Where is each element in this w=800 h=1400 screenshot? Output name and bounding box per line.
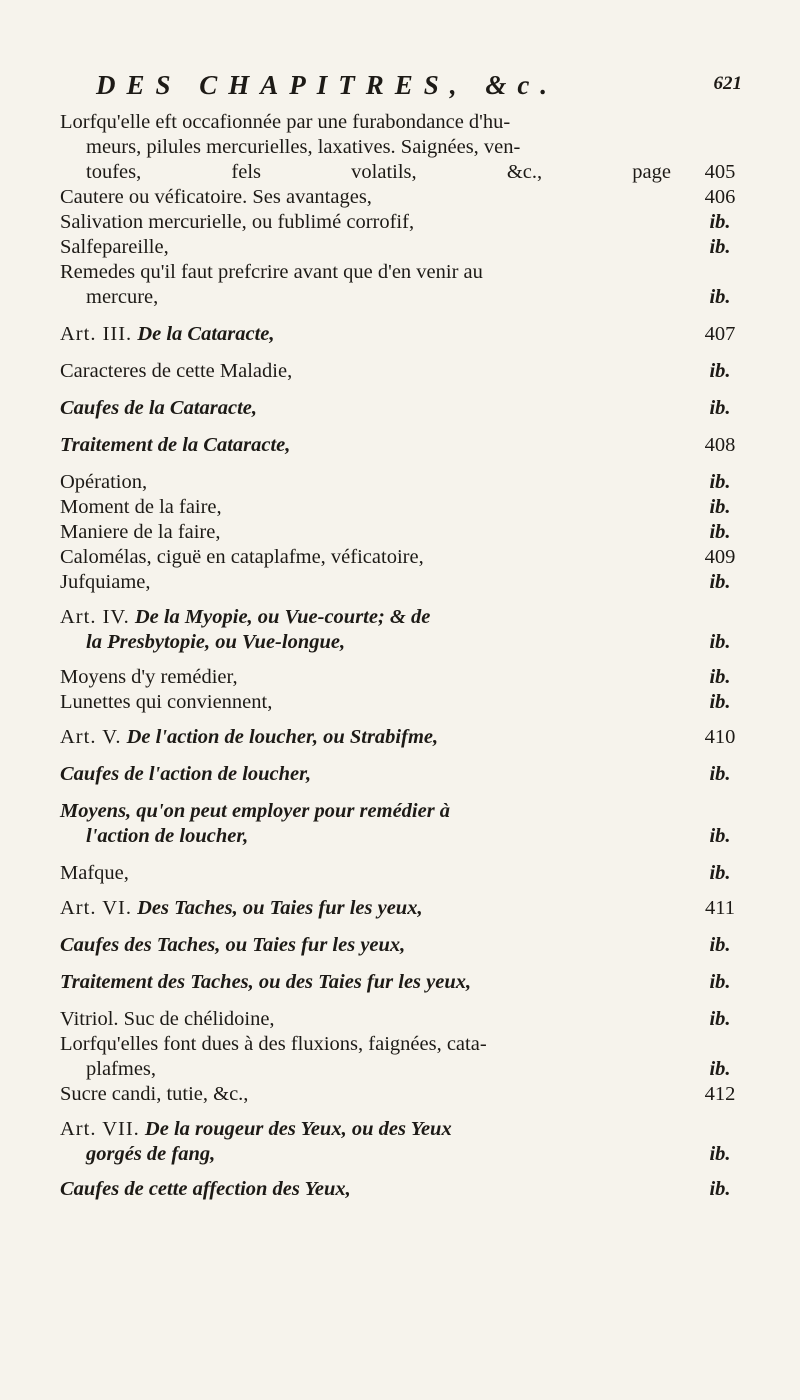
index-entry — [60, 861, 742, 886]
article-title-continued: la Presbytopie, ou Vue-longue, — [86, 631, 346, 653]
index-entry — [60, 520, 742, 545]
entry-page-ref: ib. — [709, 934, 731, 956]
entry-page-ref: ib. — [709, 236, 731, 258]
entry-text: Cautere ou véficatoire. Ses avantages, — [60, 186, 372, 208]
entry-text: Caufes de cette affection des Yeux, — [60, 1178, 351, 1200]
entry-page-ref: ib. — [709, 496, 731, 518]
entry-text: Vitriol. Suc de chélidoine, — [60, 1008, 275, 1030]
article-title-continued: gorgés de fang, — [86, 1143, 216, 1165]
entry-text: Traitement de la Cataracte, — [60, 434, 291, 456]
entry-page-ref: ib. — [709, 862, 731, 884]
entry-page-ref: ib. — [709, 211, 731, 233]
entry-page-ref: ib. — [709, 397, 731, 419]
entry-page-ref: 410 — [704, 726, 736, 748]
entry-text: Moyens, qu'on peut employer pour remédier à — [60, 800, 451, 822]
index-entry — [60, 1032, 742, 1082]
entry-text: Moyens d'y remédier, — [60, 666, 238, 688]
index-entry — [60, 495, 742, 520]
article-number: Art. IV. — [60, 606, 130, 628]
entry-text: meurs, pilules mercurielles, laxatives. Saignées, ven- — [86, 136, 521, 158]
article-entry — [60, 605, 742, 655]
entry-page-ref: ib. — [709, 666, 731, 688]
index-entry — [60, 260, 742, 310]
entry-page-ref: ib. — [709, 286, 731, 308]
entry-text: Moment de la faire, — [60, 496, 222, 518]
entry-text: Caufes de la Cataracte, — [60, 397, 258, 419]
article-entry — [60, 322, 742, 347]
running-header — [96, 70, 742, 110]
article-number: Art. VII. — [60, 1118, 140, 1140]
entry-text: l'action de loucher, — [86, 825, 249, 847]
index-entry — [60, 110, 742, 185]
index-entry — [60, 235, 742, 260]
entry-page-ref: ib. — [709, 471, 731, 493]
article-title: De la rougeur des Yeux, ou des Yeux — [144, 1118, 452, 1140]
index-entry — [60, 570, 742, 595]
entry-page-ref: ib. — [709, 971, 731, 993]
article-number: Art. V. — [60, 726, 122, 748]
entry-text: Opération, — [60, 471, 148, 493]
article-number: Art. VI. — [60, 897, 132, 919]
index-entry — [60, 210, 742, 235]
entry-text: Jufquiame, — [60, 571, 151, 593]
entry-text: Lunettes qui conviennent, — [60, 691, 273, 713]
article-entry — [60, 1117, 742, 1167]
index-entry — [60, 470, 742, 495]
entry-text: plafmes, — [86, 1058, 157, 1080]
entry-page-ref: 409 — [704, 546, 736, 568]
entry-text: Mafque, — [60, 862, 129, 884]
index-entry — [60, 799, 742, 849]
article-title: De l'action de loucher, ou Strabifme, — [126, 726, 439, 748]
entry-text: Salivation mercurielle, ou fublimé corrofif, — [60, 211, 415, 233]
entry-page-ref: ib. — [709, 691, 731, 713]
index-entry — [60, 690, 742, 715]
entry-page-ref: ib. — [709, 521, 731, 543]
entry-text: Maniere de la faire, — [60, 521, 221, 543]
entry-page-ref: ib. — [709, 1143, 731, 1165]
entry-page-ref: 408 — [704, 434, 736, 456]
entry-text: mercure, — [86, 286, 159, 308]
index-entry — [60, 933, 742, 958]
index-entry — [60, 665, 742, 690]
entry-page-ref: ib. — [709, 631, 731, 653]
page-number: 621 — [713, 73, 742, 94]
index-entry — [60, 433, 742, 458]
entry-page-ref: ib. — [709, 571, 731, 593]
index-entry — [60, 185, 742, 210]
index-entry — [60, 762, 742, 787]
article-title: De la Myopie, ou Vue-courte; & de — [134, 606, 431, 628]
entry-text: Caufes des Taches, ou Taies fur les yeux, — [60, 934, 406, 956]
entry-page-ref: ib. — [709, 1008, 731, 1030]
entry-text: toufes, fels volatils, &c., page — [86, 161, 671, 183]
article-number: Art. III. — [60, 323, 133, 345]
index-entry — [60, 970, 742, 995]
article-title: De la Cataracte, — [137, 323, 275, 345]
index-entry — [60, 396, 742, 421]
entry-page-ref: ib. — [709, 825, 731, 847]
entry-text: Caracteres de cette Maladie, — [60, 360, 293, 382]
entry-text: Remedes qu'il faut prefcrire avant que d'en venir au — [60, 261, 483, 283]
article-entry — [60, 896, 742, 921]
entry-page-ref: ib. — [709, 1058, 731, 1080]
entry-text: Lorfqu'elle eft occafionnée par une furabondance d'hu- — [60, 111, 511, 133]
entry-page-ref: ib. — [709, 360, 731, 382]
article-title: Des Taches, ou Taies fur les yeux, — [137, 897, 423, 919]
index-entry — [60, 1177, 742, 1202]
index-entry — [60, 359, 742, 384]
index-entry — [60, 1007, 742, 1032]
entry-text: Traitement des Taches, ou des Taies fur les yeux, — [60, 971, 472, 993]
entry-page-ref: ib. — [709, 763, 731, 785]
index-entry — [60, 545, 742, 570]
entry-page-ref: 407 — [704, 323, 736, 345]
entry-text: Salfepareille, — [60, 236, 169, 258]
entry-text: Calomélas, ciguë en cataplafme, véficatoire, — [60, 546, 424, 568]
entry-page-ref: 406 — [704, 186, 736, 208]
entry-page-ref: 411 — [705, 897, 735, 919]
entry-page-ref: 412 — [704, 1083, 736, 1105]
index-entry — [60, 1082, 742, 1107]
entry-page-ref: 405 — [704, 161, 736, 183]
entry-page-ref: ib. — [709, 1178, 731, 1200]
entry-text: Sucre candi, tutie, &c., — [60, 1083, 249, 1105]
entry-text: Caufes de l'action de loucher, — [60, 763, 312, 785]
article-entry — [60, 725, 742, 750]
table-of-contents — [60, 110, 742, 1202]
running-title: DES CHAPITRES, &c. — [96, 70, 559, 100]
entry-text: Lorfqu'elles font dues à des fluxions, faignées, cata- — [60, 1033, 487, 1055]
